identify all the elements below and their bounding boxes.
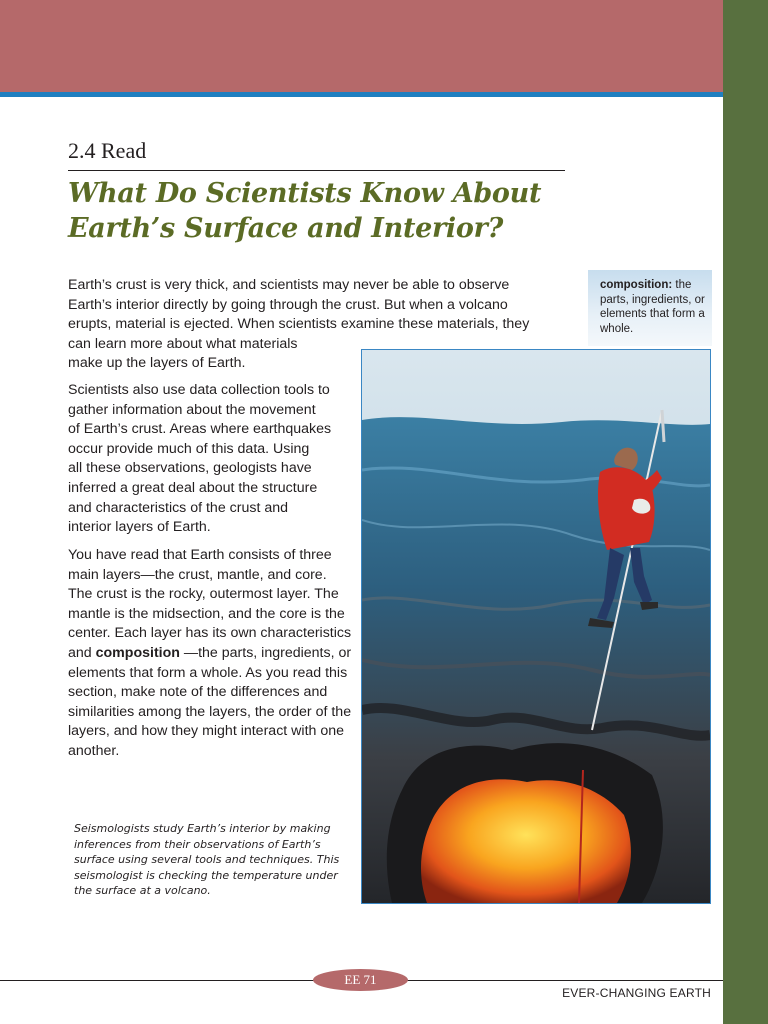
- body-paragraph-2: Scientists also use data collection tools to gather information about the movement of Earth’s crust. Areas where earthquakes occur provide much of this data. Using all these observations, geologists have inferred a great deal about the structure and characteristics of the crust and interior layers of Earth.: [68, 382, 332, 536]
- top-banner-rule: [0, 92, 723, 97]
- glossary-definition: the parts, ingredients, or elements that form a whole.: [600, 279, 705, 335]
- vocabulary-term-composition: composition: [95, 644, 180, 661]
- volcano-photo: [361, 349, 711, 904]
- body-paragraph-3: [68, 546, 353, 762]
- page-number-badge: EE 71: [313, 969, 408, 991]
- glossary-box: [588, 270, 712, 346]
- page-title: What Do Scientists Know About Earth’s Surface and Interior?: [68, 178, 542, 244]
- running-footer-title: EVER-CHANGING EARTH: [562, 986, 711, 1000]
- intro-paragraph: Earth’s crust is very thick, and scientists may never be able to observe Earth’s interior directly by going through the crust. But when a volcano erupts, material is ejected. When scientists examine these materials, they can learn more about what materials make up the layers of Earth.: [68, 277, 530, 372]
- heading-rule: [68, 170, 565, 171]
- photo-caption: Seismologists study Earth’s interior by making inferences from their observations of Earth’s surface using several tools and techniques. This seismologist is checking the temperature under the surface at a volcano.: [74, 822, 340, 897]
- top-banner: [0, 0, 723, 92]
- seismologist-at-lava-illustration: [362, 350, 710, 903]
- glossary-term: composition:: [600, 279, 673, 291]
- side-color-band: [723, 0, 768, 1024]
- paragraph-3-text-before: You have read that Earth consists of three main layers—the crust, mantle, and core. The crust is the rocky, outermost layer. The mantle is the midsection, and the core is the center. Each layer has its own characteristics and: [68, 547, 352, 661]
- section-label: 2.4 Read: [68, 138, 147, 163]
- paragraph-3-text-after: —the parts, ingredients, or elements that form a whole. As you read this section, make note of the differences and similarities among the layers, the order of the layers, and how they might interact with one another.: [68, 644, 352, 759]
